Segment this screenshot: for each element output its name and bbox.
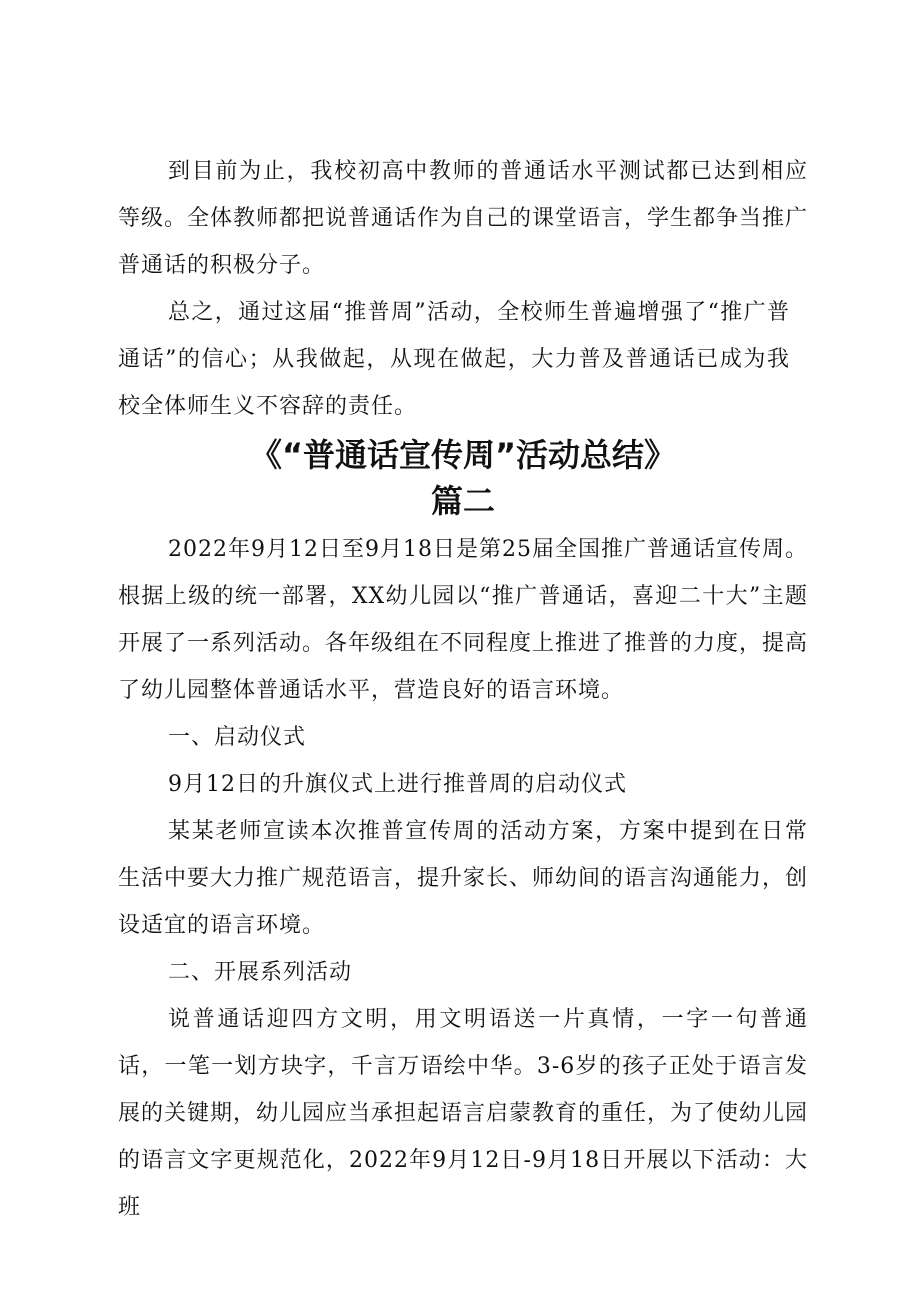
paragraph-intro: 2022年9月12日至9月18日是第25届全国推广普通话宣传周。根据上级的统一部署，XX幼儿园以“推广普通话，喜迎二十大”主题开展了一系列活动。各年级组在不同程度上推进了推普的力度，提高了幼儿园整体普通话水平，营造良好的语言环境。 <box>118 537 809 703</box>
section-heading-launch: 一、启动仪式 <box>168 725 307 750</box>
document-page <box>118 148 808 1231</box>
paragraph-activities: 说普通话迎四方文明，用文明语送一片真情，一字一句普通话，一笔一划方块字，千言万语绘中华。3-6岁的孩子正处于语言发展的关键期，幼儿园应当承担起语言启蒙教育的重任，为了使幼儿园的语言文字更规范化，2022年9月12日-9月18日开展以下活动：大班 <box>118 1007 809 1220</box>
paragraph-activity-plan: 某某老师宣读本次推普宣传周的活动方案，方案中提到在日常生活中要大力推广规范语言，提升家长、师幼间的语言沟通能力，创设适宜的语言环境。 <box>118 819 809 938</box>
document-title: 《“普通话宣传周”活动总结》 <box>249 436 677 474</box>
section-heading-activities: 二、开展系列活动 <box>168 960 353 985</box>
document-subtitle: 篇二 <box>430 482 495 520</box>
paragraph-testing-levels: 到目前为止，我校初高中教师的普通话水平测试都已达到相应等级。全体教师都把说普通话作为自己的课堂语言，学生都争当推广普通话的积极分子。 <box>118 159 809 278</box>
section-line-flag-ceremony: 9月12日的升旗仪式上进行推普周的启动仪式 <box>168 772 627 797</box>
paragraph-conclusion: 总之，通过这届“推普周”活动，全校师生普遍增强了“推广普通话”的信心；从我做起，从现在做起，大力普及普通话已成为我校全体师生义不容辞的责任。 <box>118 300 790 419</box>
